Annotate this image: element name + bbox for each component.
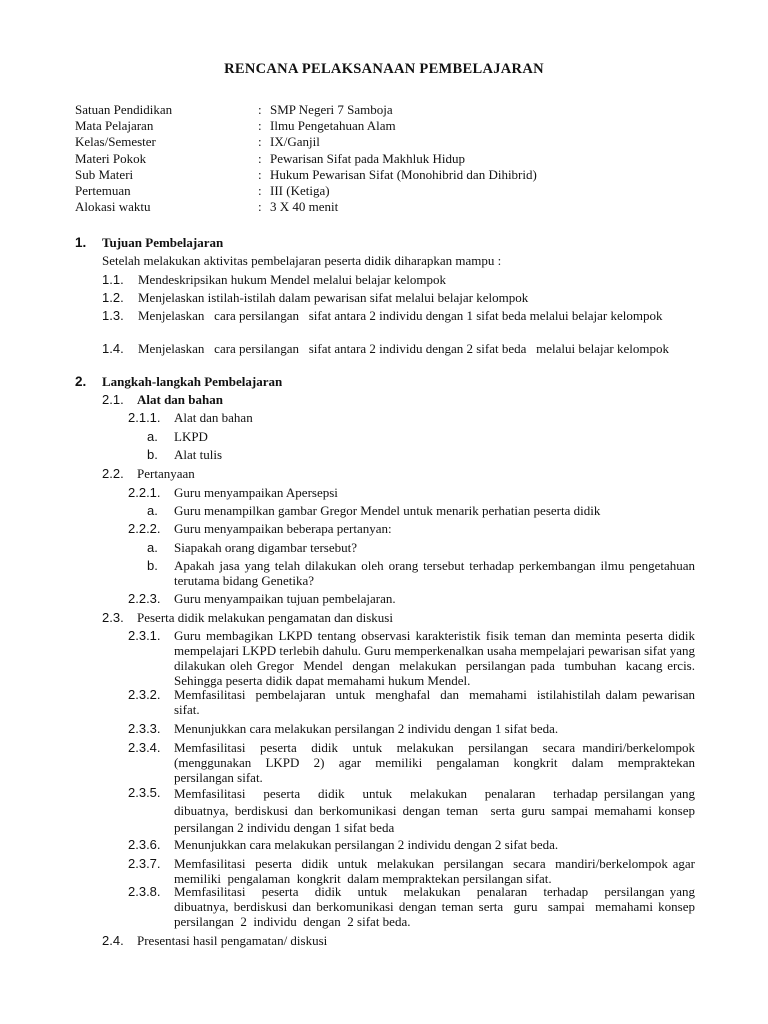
item-number: 1.2. bbox=[102, 290, 124, 305]
section-title: Langkah-langkah Pembelajaran bbox=[102, 374, 283, 389]
identity-row bbox=[75, 102, 537, 118]
identity-key: Materi Pokok bbox=[75, 150, 147, 166]
identity-key: Pertemuan bbox=[75, 182, 131, 198]
activity-item bbox=[128, 740, 699, 785]
subsection-2-2 bbox=[102, 466, 695, 481]
list-item bbox=[147, 540, 695, 555]
list-item bbox=[147, 558, 695, 588]
item-number: 1.4. bbox=[102, 341, 124, 356]
subsection-2-1 bbox=[102, 392, 695, 407]
activity-item bbox=[128, 721, 695, 736]
item-text: Siapakah orang digambar tersebut? bbox=[174, 540, 358, 555]
subsection-2-2-3 bbox=[128, 591, 695, 606]
identity-key: Kelas/Semester bbox=[75, 134, 156, 150]
item-text: Mendeskripsikan hukum Mendel melalui belajar kelompok bbox=[138, 272, 446, 287]
item-number: 2.2.2. bbox=[128, 521, 161, 536]
item-number: 1.1. bbox=[102, 272, 124, 287]
item-text: Guru menampilkan gambar Gregor Mendel untuk menarik perhatian peserta didik bbox=[174, 503, 601, 518]
item-text: Guru menyampaikan Apersepsi bbox=[174, 485, 338, 500]
document-title: RENCANA PELAKSANAAN PEMBELAJARAN bbox=[224, 61, 544, 77]
identity-value: III (Ketiga) bbox=[270, 182, 330, 198]
identity-key: Sub Materi bbox=[75, 166, 134, 182]
item-number: 2.3.4. bbox=[128, 740, 161, 755]
activity-item bbox=[128, 856, 702, 886]
item-number: 2.1.1. bbox=[128, 410, 161, 425]
activity-item bbox=[128, 687, 699, 717]
identity-colon: : bbox=[258, 166, 262, 182]
identity-row bbox=[75, 167, 537, 183]
activity-item bbox=[128, 884, 702, 929]
item-text: Memfasilitasi peserta didik untuk melakukan penalaran terhadap persilangan yang dibuatnya, berdiskusi dan berkomunikasi dengan teman serta guru sampai memahami konsep persilangan 2 individu dengan 2 sifat beda. bbox=[174, 884, 702, 929]
item-text: Memfasilitasi pembelajaran untuk menghafal dan memahami istilahistilah dalam pewarisan sifat. bbox=[174, 687, 699, 717]
item-number: 2.3.3. bbox=[128, 721, 161, 736]
section-title: Tujuan Pembelajaran bbox=[102, 235, 224, 250]
item-number: 2.1. bbox=[102, 392, 124, 407]
identity-value: IX/Ganjil bbox=[270, 134, 320, 150]
subsection-title: Pertanyaan bbox=[137, 466, 195, 481]
subsection-2-2-2 bbox=[128, 521, 695, 536]
item-number: 2.3. bbox=[102, 610, 124, 625]
item-number: 2.3.5. bbox=[128, 785, 161, 800]
item-text: Menjelaskan cara persilangan sifat antara 2 individu dengan 1 sifat beda melalui belajar kelompok bbox=[138, 308, 663, 323]
objective-item bbox=[102, 341, 695, 356]
item-text: Menunjukkan cara melakukan persilangan 2 individu dengan 1 sifat beda. bbox=[174, 721, 559, 736]
subsection-2-3 bbox=[102, 610, 695, 625]
activity-item bbox=[128, 628, 699, 688]
identity-row bbox=[75, 199, 537, 215]
identity-value: Pewarisan Sifat pada Makhluk Hidup bbox=[270, 150, 465, 166]
identity-key: Mata Pelajaran bbox=[75, 118, 154, 134]
item-text: Memfasilitasi peserta didik untuk melakukan penalaran terhadap persilangan yang dibuatnya, berdiskusi dan berkomunikasi dengan teman serta guru sampai memahami konsep persilangan 2 individu dengan 1 sifat beda bbox=[174, 786, 699, 835]
item-number: 2.3.6. bbox=[128, 837, 161, 852]
section-number: 1. bbox=[75, 235, 87, 250]
item-number: 2.2.1. bbox=[128, 485, 161, 500]
subsection-title: Presentasi hasil pengamatan/ diskusi bbox=[137, 933, 328, 948]
list-item bbox=[147, 447, 695, 462]
objective-item bbox=[102, 308, 695, 323]
item-text: Alat tulis bbox=[174, 447, 223, 462]
identity-key: Alokasi waktu bbox=[75, 199, 151, 215]
item-text: Menjelaskan cara persilangan sifat antara 2 individu dengan 2 sifat beda melalui belajar kelompok bbox=[138, 341, 670, 356]
identity-colon: : bbox=[258, 182, 262, 198]
item-number: 2.3.7. bbox=[128, 856, 161, 871]
item-text: Guru menyampaikan tujuan pembelajaran. bbox=[174, 591, 396, 606]
item-letter: a. bbox=[147, 429, 158, 444]
subsection-2-2-1 bbox=[128, 485, 695, 500]
identity-colon: : bbox=[258, 118, 262, 134]
identity-colon: : bbox=[258, 134, 262, 150]
item-text: LKPD bbox=[174, 429, 208, 444]
identity-value: SMP Negeri 7 Samboja bbox=[270, 102, 393, 117]
item-text: Guru membagikan LKPD tentang observasi karakteristik fisik teman dan meminta peserta didik mempelajari LKPD terlebih dahulu. Guru memperkenalkan usaha mempelajari pewarisan sifat yang dilakukan oleh Gregor Mendel dengan melakukan persilangan pada tumbuhan kacang ercis. Sehingga peserta didik dapat memahami hukum Mendel. bbox=[174, 628, 699, 688]
item-number: 2.3.8. bbox=[128, 884, 161, 899]
section-2-heading bbox=[75, 374, 695, 389]
objective-item bbox=[102, 290, 695, 305]
identity-value: Ilmu Pengetahuan Alam bbox=[270, 118, 396, 134]
item-text: Menjelaskan istilah-istilah dalam pewarisan sifat melalui belajar kelompok bbox=[138, 290, 529, 305]
item-text: Memfasilitasi peserta didik untuk melakukan persilangan secara mandiri/berkelompok agar memiliki pengalaman kongkrit dalam mempraktekan persilangan sifat. bbox=[174, 856, 702, 886]
item-text: Memfasilitasi peserta didik untuk melakukan persilangan secara mandiri/berkelompok (menggunakan LKPD 2) agar memiliki pengalaman kongkrit dalam mempraktekan persilangan sifat. bbox=[174, 740, 699, 785]
item-number: 1.3. bbox=[102, 308, 124, 323]
identity-row bbox=[75, 118, 537, 134]
identity-row bbox=[75, 134, 537, 150]
section-1-heading bbox=[75, 235, 695, 250]
item-number: 2.3.1. bbox=[128, 628, 161, 643]
item-letter: a. bbox=[147, 503, 158, 518]
subsection-title: Alat dan bahan bbox=[137, 392, 223, 407]
identity-row bbox=[75, 151, 537, 167]
item-letter: b. bbox=[147, 447, 158, 462]
section-number: 2. bbox=[75, 374, 87, 389]
identity-colon: : bbox=[258, 150, 262, 166]
identity-key: Satuan Pendidikan bbox=[75, 102, 173, 117]
item-number: 2.4. bbox=[102, 933, 124, 948]
list-item bbox=[147, 503, 695, 518]
subsection-title: Peserta didik melakukan pengamatan dan diskusi bbox=[137, 610, 393, 625]
item-number: 2.2. bbox=[102, 466, 124, 481]
item-letter: b. bbox=[147, 558, 158, 573]
activity-item bbox=[128, 837, 695, 852]
subsection-2-1-1 bbox=[128, 410, 695, 425]
objective-item bbox=[102, 272, 695, 287]
subsection-2-4 bbox=[102, 933, 695, 948]
item-text: Guru menyampaikan beberapa pertanyan: bbox=[174, 521, 392, 536]
list-item bbox=[147, 429, 695, 444]
activity-item bbox=[128, 785, 699, 836]
section-1-intro: Setelah melakukan aktivitas pembelajaran peserta didik diharapkan mampu : bbox=[102, 253, 502, 268]
item-text: Apakah jasa yang telah dilakukan oleh orang tersebut terhadap perkembangan ilmu pengetahuan terutama bidang Genetika? bbox=[174, 558, 695, 588]
item-text: Menunjukkan cara melakukan persilangan 2 individu dengan 2 sifat beda. bbox=[174, 837, 559, 852]
item-text: Alat dan bahan bbox=[174, 410, 253, 425]
identity-row bbox=[75, 183, 537, 199]
identity-colon: : bbox=[258, 102, 262, 117]
identity-value: 3 X 40 menit bbox=[270, 199, 339, 215]
item-number: 2.3.2. bbox=[128, 687, 161, 702]
identity-value: Hukum Pewarisan Sifat (Monohibrid dan Dihibrid) bbox=[270, 166, 537, 182]
item-letter: a. bbox=[147, 540, 158, 555]
item-number: 2.2.3. bbox=[128, 591, 161, 606]
identity-colon: : bbox=[258, 199, 262, 215]
identity-table bbox=[75, 102, 537, 215]
